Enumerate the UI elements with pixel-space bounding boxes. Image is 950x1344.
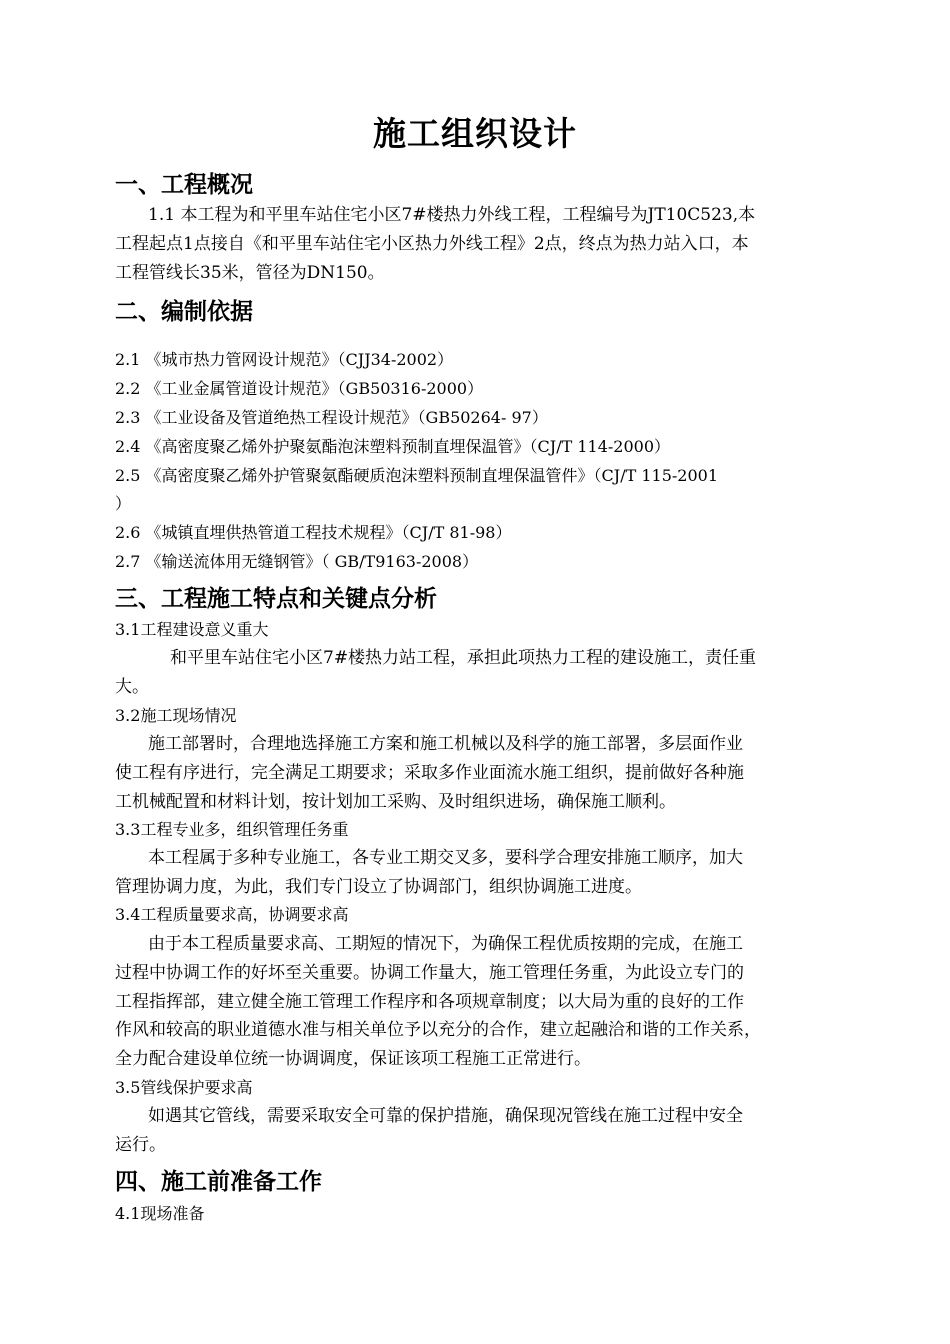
paragraph-line: 1.1 本工程为和平里车站住宅小区7#楼热力外线工程，工程编号为JT10C523,本 — [148, 205, 756, 225]
subsection-heading: 3.2施工现场情况 — [115, 706, 237, 725]
subsection-heading: 3.4工程质量要求高，协调要求高 — [115, 905, 349, 924]
paragraph-line: 作风和较高的职业道德水准与相关单位予以充分的合作，建立起融洽和谐的工作关系， — [115, 1020, 761, 1040]
paragraph-line: 大。 — [115, 677, 149, 697]
subsection-heading: 3.5管线保护要求高 — [115, 1078, 253, 1097]
reference-item: 2.4 《高密度聚乙烯外护聚氨酯泡沫塑料预制直埋保温管》（CJ/T 114-2000） — [115, 437, 671, 456]
paragraph-line: 工程指挥部，建立健全施工管理工作程序和各项规章制度；以大局为重的良好的工作 — [115, 992, 744, 1012]
section-heading-basis: 二、编制依据 — [115, 299, 253, 325]
paragraph-line: 工程管线长35米，管径为DN150。 — [115, 263, 385, 283]
paragraph-line: 过程中协调工作的好坏至关重要。协调工作量大，施工管理任务重，为此设立专门的 — [115, 963, 744, 983]
paragraph-line: 施工部署时，合理地选择施工方案和施工机械以及科学的施工部署，多层面作业 — [148, 734, 743, 754]
subsection-heading: 3.1工程建设意义重大 — [115, 620, 269, 639]
reference-item: 2.7 《输送流体用无缝钢管》（ GB/T9163-2008） — [115, 552, 479, 571]
reference-item: 2.2 《工业金属管道设计规范》（GB50316-2000） — [115, 379, 484, 398]
document-title: 施工组织设计 — [373, 114, 577, 153]
subsection-heading: 4.1现场准备 — [115, 1204, 205, 1223]
reference-item: 2.3 《工业设备及管道绝热工程设计规范》（GB50264- 97） — [115, 408, 548, 427]
paragraph-line: 工机械配置和材料计划，按计划加工采购、及时组织进场，确保施工顺利。 — [115, 792, 676, 812]
paragraph-line: 本工程属于多种专业施工，各专业工期交叉多，要科学合理安排施工顺序，加大 — [148, 848, 743, 868]
reference-item: 2.1 《城市热力管网设计规范》（CJJ34-2002） — [115, 350, 454, 369]
paragraph-line: 全力配合建设单位统一协调调度，保证该项工程施工正常进行。 — [115, 1049, 591, 1069]
paragraph-line: 运行。 — [115, 1135, 166, 1155]
reference-item: 2.6 《城镇直埋供热管道工程技术规程》（CJ/T 81-98） — [115, 523, 512, 542]
reference-item: ） — [115, 494, 132, 513]
paragraph-line: 管理协调力度，为此，我们专门设立了协调部门，组织协调施工进度。 — [115, 877, 642, 897]
section-heading-overview: 一、工程概况 — [115, 172, 253, 198]
section-heading-preparation: 四、施工前准备工作 — [115, 1169, 322, 1195]
paragraph-line: 使工程有序进行，完全满足工期要求；采取多作业面流水施工组织，提前做好各种施 — [115, 763, 744, 783]
section-heading-analysis: 三、工程施工特点和关键点分析 — [115, 586, 437, 612]
paragraph-line: 由于本工程质量要求高、工期短的情况下，为确保工程优质按期的完成，在施工 — [148, 934, 743, 954]
reference-item: 2.5 《高密度聚乙烯外护管聚氨酯硬质泡沫塑料预制直埋保温管件》（CJ/T 115-2001 — [115, 466, 719, 485]
subsection-heading: 3.3工程专业多，组织管理任务重 — [115, 820, 349, 839]
paragraph-line: 和平里车站住宅小区7#楼热力站工程，承担此项热力工程的建设施工，责任重 — [170, 648, 757, 668]
paragraph-line: 如遇其它管线，需要采取安全可靠的保护措施，确保现况管线在施工过程中安全 — [148, 1106, 743, 1126]
paragraph-line: 工程起点1点接自《和平里车站住宅小区热力外线工程》2点，终点为热力站入口，本 — [115, 234, 749, 254]
